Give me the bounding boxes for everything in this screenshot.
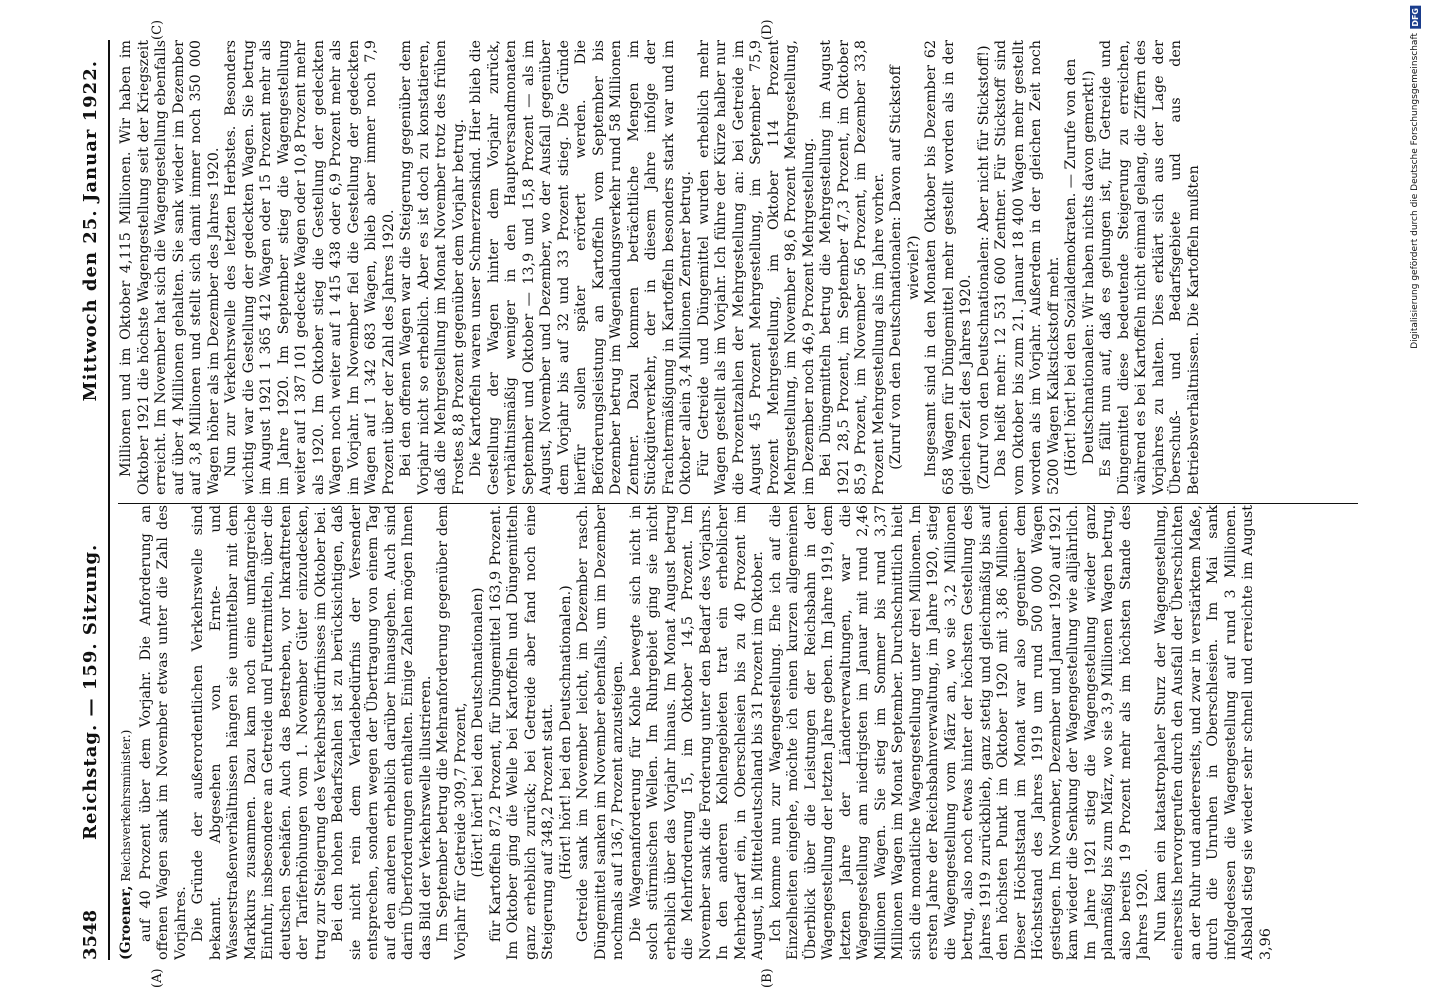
paragraph: Bei den offenen Wagen war die Steigerung gegenüber dem Vorjahr nicht so erheblich. Aber es ist doch zu konstatieren, daß die Mehrgestellung im Monat November trotz des frühen Frostes 8,8 Prozent gegenüber dem Vorjahr betrug. (398, 40, 467, 495)
paragraph: Die Gründe der außerordentlichen Verkehrswelle sind bekannt. Abgesehen von Ernte- und Wasserstraßenverhältnissen hängen sie unmittelbar mit dem Markkurs zusammen. Dazu kam noch eine umfangreiche Einfuhr, insbesondere an Getreide und Futtermitteln, über die deutschen Seehäfen. Auch das Bestreben, vor Inkrafttreten der Tariferhöhungen vom 1. November Güter einzudecken, trug zur Steigerung des Verkehrsbedürfnisses im Oktober bei. (190, 505, 329, 960)
interjection: (Zuruf von den Deutschnationalen: Aber nicht für Stickstoff!) (975, 45, 992, 490)
speaker-line (118, 505, 136, 960)
paragraph: Getreide sank im November leicht, im Dezember rasch. Düngemittel sanken im November ebenfalls, um im Dezember nochmals auf 136,7 Prozent anzusteigen. (575, 505, 626, 960)
interjection: (Hört! hört! bei den Deutschnationalen) (470, 587, 486, 878)
paragraph: Bei Düngemitteln betrug die Mehrgestellung im August 1921 28,5 Prozent, im September 47,3 Prozent, im Oktober 85,9 Prozent, im November 56 Prozent, im Dezember 33,8 Prozent Mehrgestellung als im Jahre vorher. (818, 40, 887, 495)
interjection: (Zuruf von den Deutschnationalen: Davon auf Stickstoff wieviel?) (888, 65, 922, 470)
paragraph: Das heißt mehr: 12 531 600 Zentner. Für Stickstoff sind vom Oktober bis zum 21. Januar 18 400 Wagen mehr gestellt worden als im Vorjahr. Außerdem in der gleichen Zeit noch 5200 Wagen Kalkstickstoff mehr. (993, 40, 1062, 495)
margin-marker-a: (A) (150, 968, 165, 988)
speaker-role: Reichsverkehrsminister.) (119, 729, 133, 882)
paragraph: Bei den hohen Bedarfszahlen ist zu berücksichtigen, daß sie nicht rein dem Verladebedürfnis der Versender entsprechen, sondern wegen der Übertragung von einem Tag auf den anderen erheblich darüber hinausgehen. Auch sind darin Überforderungen enthalten. Einige Zahlen mögen Ihnen das Bild der Verkehrswelle illustrieren. (330, 505, 434, 960)
header-right-title: Mittwoch den 25. Januar 1922. (80, 60, 101, 402)
page-number: 3548 (80, 909, 101, 960)
speaker-name: (Groener, (118, 885, 134, 960)
paragraph: Nun kam ein katastrophaler Sturz der Wagengestellung, einerseits hervorgerufen durch den Ausfall der Überschichten an der Ruhr und andererseits, und zwar in verstärktem Maße, durch die Unruhen in Oberschlesien. Im Mai sank infolgedessen die Wagengestellung auf rund 3 Millionen. Alsbald stieg sie wieder sehr schnell und erreichte im August 3,96 (1152, 505, 1274, 960)
paragraph: Nun zur Verkehrswelle des letzten Herbstes. Besonders wichtig war die Gestellung der gedeckten Wagen. Sie betrug im August 1921 1 365 412 Wagen oder 15 Prozent mehr als im Jahre 1920. Im September stieg die Wagengestellung weiter auf 1 387 101 gedeckte Wagen oder 10,8 Prozent mehr als 1920. Im Oktober stieg die Gestellung der gedeckten Wagen noch weiter auf 1 415 438 oder 6,9 Prozent mehr als im Vorjahr. Im November fiel die Gestellung der gedeckten Wagen auf 1 342 683 Wagen, blieb aber immer noch 7,9 Prozent über der Zahl des Jahres 1920. (223, 40, 397, 495)
right-column (118, 40, 1358, 495)
paragraph: Im September betrug die Mehranforderung gegenüber dem Vorjahr für Getreide 309,7 Prozent, (435, 505, 469, 960)
paragraph: für Kartoffeln 87,2 Prozent, für Düngemittel 163,9 Prozent. Im Oktober ging die Welle bei Kartoffeln und Düngemitteln ganz erheblich zurück; bei Getreide aber fand noch eine Steigerung auf 348,2 Prozent statt. (487, 505, 556, 960)
paragraph: Insgesamt sind in den Monaten Oktober bis Dezember 62 658 Wagen für Düngemittel mehr gestellt worden als in der gleichen Zeit des Jahres 1920. (923, 40, 974, 495)
header-rule (108, 40, 110, 960)
paragraph: Die Wagenanforderung für Kohle bewegte sich nicht in solch stürmischen Wellen. Im Ruhrgebiet ging sie nicht erheblich über das Vorjahr hinaus. Im Monat August betrug die Mehrforderung 15, im Oktober 14,5 Prozent. Im November sank die Forderung unter den Bedarf des Vorjahrs. In den anderen Kohlengebieten trat ein erheblicher Mehrbedarf ein, in Oberschlesien bis zu 40 Prozent im August, in Mitteldeutschland bis 31 Prozent im Oktober. (627, 505, 766, 960)
paragraph: Es fällt nun auf, daß es gelungen ist, für Getreide und Düngemittel diese bedeutende Steigerung zu erreichen, während es bei Kartoffeln nicht einmal gelang, die Ziffern des Vorjahres zu halten. Dies erklärt sich aus der Lage der Überschuß- und Bedarfsgebiete und aus den Betriebsverhältnissen. Die Kartoffeln mußten (1098, 40, 1202, 495)
column-divider (118, 503, 1358, 504)
left-column (118, 505, 1358, 960)
paragraph: auf 40 Prozent über dem Vorjahr. Die Anforderung an offenen Wagen sank im November etwas unter die Zahl des Vorjahres. (137, 505, 189, 960)
margin-marker-c: (C) (150, 19, 165, 40)
header-left-title: Reichstag. — 159. Sitzung. (80, 543, 101, 840)
paragraph: Ich komme nun zur Wagengestellung. Ehe ich auf die Einzelheiten eingehe, möchte ich einen kurzen allgemeinen Überblick über die Leistungen der Reichsbahn in der Wagengestellung der letzten Jahre geben. Im Jahre 1919, dem letzten Jahre der Länderverwaltungen, war die Wagengestellung am niedrigsten im Januar mit rund 2,46 Millionen Wagen. Sie stieg im Sommer bis rund 3,37 Millionen Wagen im Monat September. Durchschnittlich hielt sich die monatliche Wagengestellung unter drei Millionen. Im ersten Jahre der Reichsbahnverwaltung, im Jahre 1920, stieg die Wagengestellung vom März an, wo sie 3,2 Millionen betrug, also noch etwas hinter der höchsten Gestellung des Jahres 1919 zurückblieb, ganz stetig und gleichmäßig bis auf den höchsten Punkt im Oktober 1920 mit 3,86 Millionen. Dieser Höchststand im Monat war also gegenüber dem Höchststand des Jahres 1919 um rund 500 000 Wagen gestiegen. Im November, Dezember und Januar 1920 auf 1921 kam wieder die Senkung der Wagengestellung wie alljährlich. Im Jahre 1921 stieg die Wagengestellung wieder ganz planmäßig bis zum März, wo sie 3,9 Millionen Wagen betrug, also bereits 19 Prozent mehr als im höchsten Stande des Jahres 1920. (767, 505, 1151, 960)
digitization-credit (1395, 0, 1434, 1000)
interjection: (Hört! hört! bei den Sozialdemokraten. — Zurufe von den Deutschnationalen: Wir haben nichts davon gemerkt!) (1063, 58, 1097, 477)
interjection: (Hört! hört! bei den Deutschnationalen.) (557, 585, 574, 880)
paragraph: Für Getreide und Düngemittel wurden erheblich mehr Wagen gestellt als im Vorjahr. Ich führe der Kürze halber nur die Prozentzahlen der Mehrgestellung an: bei Getreide im August 45 Prozent Mehrgestellung, im September 75,9 Prozent Mehrgestellung, im Oktober 114 Prozent Mehrgestellung, im November 98,6 Prozent Mehrgestellung, im Dezember noch 46,9 Prozent Mehrgestellung. (695, 40, 817, 495)
paragraph: Die Kartoffeln waren unser Schmerzenskind. Hier blieb die Gestellung der Wagen hinter dem Vorjahr zurück, verhältnismäßig weniger in den Hauptversandmonaten September und Oktober — 13,9 und 15,8 Prozent — als im August, November und Dezember, wo der Ausfall gegenüber dem Vorjahr bis auf 32 und 33 Prozent stieg. Die Gründe hierfür sollen später erörtert werden. Die Beförderungsleistung an Kartoffeln vom September bis Dezember betrug im Wagenladungsverkehr rund 58 Millionen Zentner. Dazu kommen beträchtliche Mengen im Stückgüterverkehr, der in diesem Jahre infolge der Frachtermäßigung in Kartoffeln besonders stark war und im Oktober allein 3,4 Millionen Zentner betrug. (468, 40, 694, 495)
digitization-note: Digitalisierung gefördert durch die Deutsche Forschungsgemeinschaft (1410, 32, 1420, 349)
dfg-logo: DFG (1410, 8, 1420, 27)
paragraph: Millionen und im Oktober 4,115 Millionen. Wir haben im Oktober 1921 die höchste Wagengestellung seit der Kriegszeit erreicht. Im November hat sich die Wagengestellung ebenfalls auf über 4 Millionen gehalten. Sie sank wieder im Dezember auf 3,8 Millionen und stellt sich damit immer noch 350 000 Wagen höher als im Dezember des Jahres 1920. (118, 40, 222, 495)
margin-marker-d: (D) (760, 19, 775, 40)
margin-marker-b: (B) (760, 968, 775, 988)
